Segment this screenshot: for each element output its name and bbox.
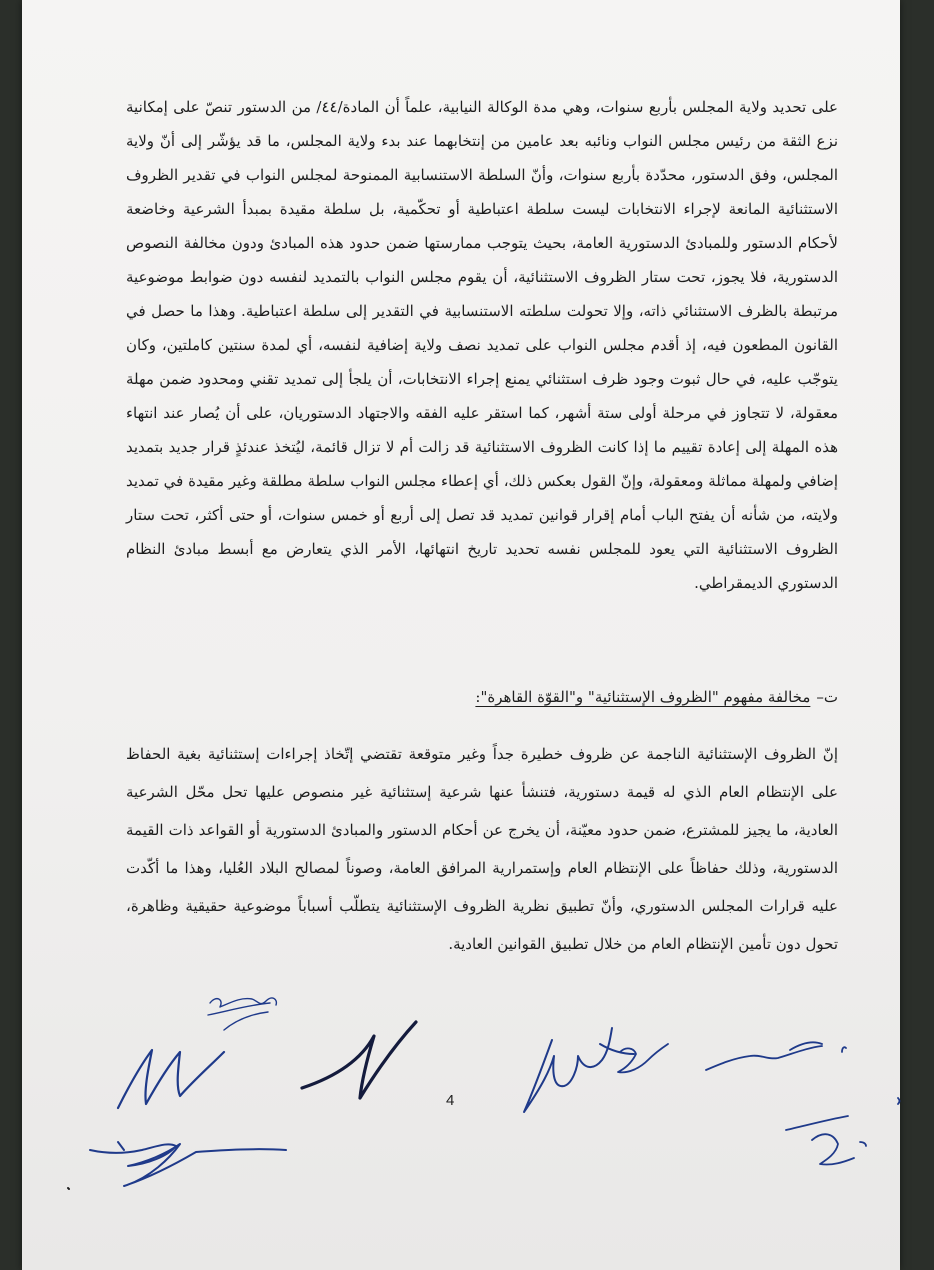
signature-bottom-left — [90, 1142, 286, 1186]
paragraph-1-text: على تحديد ولاية المجلس بأربع سنوات، وهي مدة الوكالة النيابية، علماً أن المادة/٤٤/ من الدستور تنصّ على إمكانية نزع الثقة من رئيس مجلس النواب ونائبه بعد عامين من إنتخابهما عند بدء ولاية المجلس، ما قد يؤشّر إلى أنّ ولاية المجلس، وفق الدستور، محدّدة بأربع سنوات، وأنّ السلطة الاستنسابية الممنوحة لمجلس النواب في تقدير الظروف الاستثنائية المانعة لإجراء الانتخابات ليست سلطة اعتباطية أو تحكّمية، بل سلطة مقيدة بمبدأ الشرعية وخاضعة لأحكام الدستور وللمبادئ الدستورية العامة، بحيث يتوجب ممارستها ضمن حدود هذه المبادئ ودون مخالفة النصوص الدستورية، فلا يجوز، تحت ستار الظروف الاستثنائية، أن يقوم مجلس النواب بالتمديد لنفسه دون ضوابط موضوعية مرتبطة بالظرف الاستثنائي ذاته، وإلا تحولت سلطته الاستنسابية في التقدير إلى سلطة اعتباطية. وهذا ما حصل في القانون المطعون فيه، إذ أقدم مجلس النواب على تمديد نصف ولاية إضافية لنفسه، أي لمدة سنتين كاملتين، وكان يتوجّب عليه، في حال ثبوت وجود ظرف استثنائي يمنع إجراء الانتخابات، أن يلجأ إلى تمديد تقني ومحدود ضمن مهلة معقولة، لا تتجاوز في مرحلة أولى ستة أشهر، كما استقر عليه الفقه والاجتهاد الدستوريان، على أن يُصار عند انتهاء هذه المهلة إلى إعادة تقييم ما إذا كانت الظروف الاستثنائية قد زالت أم لا تزال قائمة، ليُتخذ عندئذٍ قرار جديد بتمديد إضافي ولمهلة مماثلة ومعقولة، وإنّ القول بعكس ذلك، أي إعطاء مجلس النواب سلطة مطلقة وغير مقيدة في تمديد ولايته، من شأنه أن يفتح الباب أمام إقرار قوانين تمديد قد تصل إلى أربع أو خمس سنوات، أو حتى أكثر، تحت ستار الظروف الاستثنائية التي يعود للمجلس نفسه تحديد تاريخ انتهائها، الأمر الذي يتعارض مع أبسط مبادئ النظام الدستوري الديمقراطي. — [126, 98, 839, 592]
signature-small-mark — [618, 1044, 668, 1072]
signature-right-2 — [786, 1098, 900, 1165]
signature-small-scribble — [208, 998, 276, 1030]
paragraph-2-text: إنّ الظروف الإستثنائية الناجمة عن ظروف خطيرة جداً وغير متوقعة تقتضي إتّخاذ إجراءات إستثنائية بغية الحفاظ على الإنتظام العام الذي له قيمة دستورية، فتنشأ عنها شرعية إستثنائية غير منصوص عليها تحل محّل الشرعية العادية، ما يجيز للمشترع، ضمن حدود معيّنة، أن يخرج عن أحكام الدستور والمبادئ الدستورية أو القواعد ذات القيمة الدستورية، وذلك حفاظاً على الإنتظام العام وإستمرارية المرافق العامة، وصوناً لمصالح البلاد العُليا، وهذا ما أكّدت عليه قرارات المجلس الدستوري، وأنّ تطبيق نظرية الظروف الإستثنائية يتطلّب أسباباً موضوعية حقيقية وظاهرة، تحول دون تأمين الإنتظام العام من خلال تطبيق القوانين العادية. — [126, 745, 838, 953]
signature-left-1 — [118, 1050, 224, 1108]
signature-left-2 — [302, 1022, 416, 1098]
dot-mark — [68, 1188, 69, 1189]
section-heading-prefix: ت– — [816, 688, 838, 706]
section-heading-text: مخالفة مفهوم "الظروف الإستثنائية" و"القوّة القاهرة": — [475, 688, 811, 706]
page-number: 4 — [446, 1092, 455, 1109]
signature-middle — [524, 1028, 634, 1112]
signature-right-1 — [706, 1042, 846, 1070]
